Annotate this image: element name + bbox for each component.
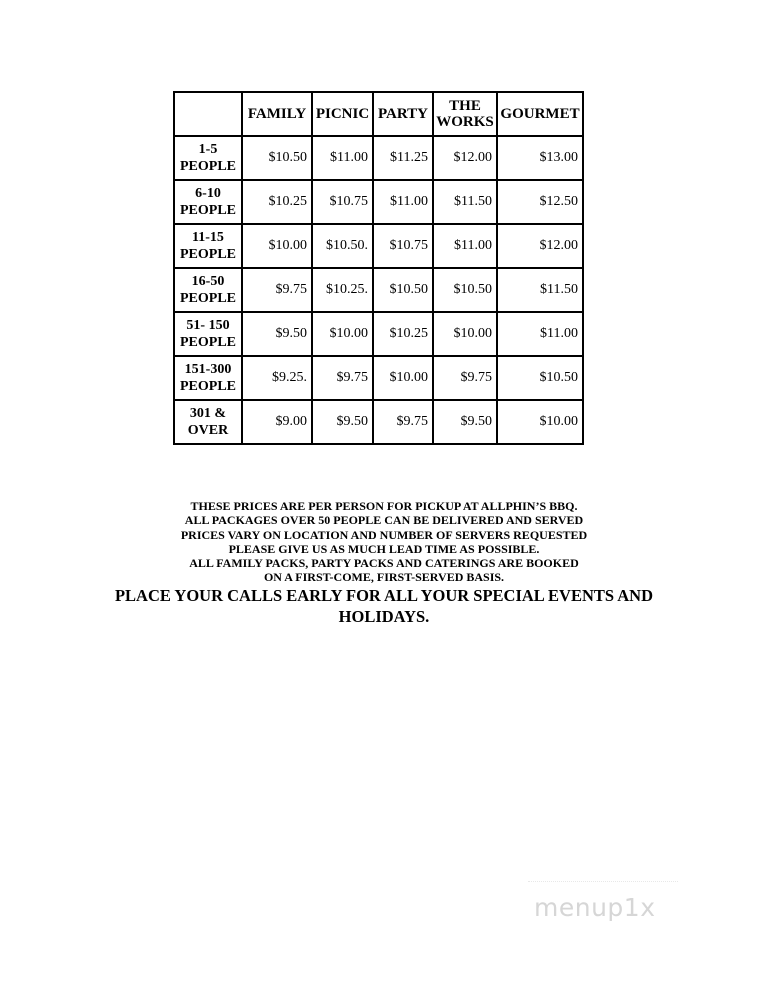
group-size-range: 151-300 — [184, 362, 232, 377]
price-table — [173, 91, 584, 445]
price-cell: $9.50 — [242, 312, 312, 356]
group-size-range: 6-10 — [195, 186, 221, 201]
group-size-range: 1-5 — [198, 142, 218, 157]
price-cell: $12.50 — [497, 180, 583, 224]
price-cell: $10.50 — [242, 136, 312, 180]
row-group-size-label — [174, 356, 242, 400]
header-family: FAMILY — [242, 92, 312, 136]
note-line: PLEASE GIVE US AS MUCH LEAD TIME AS POSSIBLE. — [228, 541, 540, 556]
row-group-size-label — [174, 400, 242, 444]
price-cell: $10.00 — [242, 224, 312, 268]
price-cell: $9.50 — [312, 400, 373, 444]
price-cell: $9.25. — [242, 356, 312, 400]
price-cell: $10.75 — [312, 180, 373, 224]
price-cell: $13.00 — [497, 136, 583, 180]
note-line: THESE PRICES ARE PER PERSON FOR PICKUP AT ALLPHIN’S BBQ. — [190, 499, 578, 513]
group-size-unit: PEOPLE — [179, 159, 236, 174]
table-row — [174, 268, 583, 312]
header-party: PARTY — [373, 92, 433, 136]
group-size-unit: PEOPLE — [179, 247, 236, 262]
group-size-range: 11-15 — [192, 230, 224, 245]
price-cell: $10.25. — [312, 268, 373, 312]
note-line: ALL PACKAGES OVER 50 PEOPLE CAN BE DELIVERED AND SERVED — [184, 513, 584, 528]
price-cell: $10.00 — [497, 400, 583, 444]
note-line: ON A FIRST-COME, FIRST-SERVED BASIS. — [263, 570, 505, 585]
header-corner-cell — [174, 92, 242, 136]
table-row — [174, 180, 583, 224]
price-cell: $10.25 — [373, 312, 433, 356]
table-row — [174, 356, 583, 400]
price-cell: $11.00 — [433, 224, 497, 268]
price-cell: $9.75 — [433, 356, 497, 400]
price-cell: $10.50 — [373, 268, 433, 312]
price-cell: $10.50. — [312, 224, 373, 268]
group-size-unit: PEOPLE — [179, 379, 236, 394]
header-picnic: PICNIC — [312, 92, 373, 136]
table-row — [174, 400, 583, 444]
price-cell: $11.00 — [312, 136, 373, 180]
table-row — [174, 136, 583, 180]
price-cell: $10.00 — [433, 312, 497, 356]
price-cell: $12.00 — [433, 136, 497, 180]
call-early-callout: PLACE YOUR CALLS EARLY FOR ALL YOUR SPECIAL EVENTS AND HOLIDAYS. — [114, 586, 654, 626]
table-row — [174, 312, 583, 356]
note-line: PRICES VARY ON LOCATION AND NUMBER OF SERVERS REQUESTED — [180, 527, 588, 542]
table-row — [174, 224, 583, 268]
price-cell: $10.00 — [373, 356, 433, 400]
group-size-unit: PEOPLE — [179, 203, 236, 218]
header-gourmet: GOURMET — [497, 92, 583, 136]
watermark-divider — [528, 881, 678, 887]
price-cell: $11.25 — [373, 136, 433, 180]
group-size-range: 301 & — [189, 406, 227, 421]
price-cell: $11.50 — [497, 268, 583, 312]
pricing-notes — [0, 499, 768, 585]
note-line: ALL FAMILY PACKS, PARTY PACKS AND CATERINGS ARE BOOKED — [189, 556, 579, 571]
group-size-unit: PEOPLE — [179, 335, 236, 350]
group-size-unit: PEOPLE — [179, 291, 236, 306]
table-header-row — [174, 92, 583, 136]
price-cell: $12.00 — [497, 224, 583, 268]
price-cell: $11.50 — [433, 180, 497, 224]
menupix-watermark-logo: menup1x — [534, 893, 656, 922]
price-cell: $9.75 — [312, 356, 373, 400]
row-group-size-label — [174, 180, 242, 224]
price-cell: $9.75 — [373, 400, 433, 444]
price-cell: $9.75 — [242, 268, 312, 312]
price-cell: $10.75 — [373, 224, 433, 268]
price-cell: $9.50 — [433, 400, 497, 444]
row-group-size-label — [174, 224, 242, 268]
price-cell: $10.50 — [497, 356, 583, 400]
group-size-range: 16-50 — [191, 274, 225, 289]
row-group-size-label — [174, 136, 242, 180]
row-group-size-label — [174, 312, 242, 356]
price-cell: $11.00 — [373, 180, 433, 224]
header-the-works: THE WORKS — [433, 92, 497, 136]
price-cell: $10.25 — [242, 180, 312, 224]
row-group-size-label — [174, 268, 242, 312]
price-cell: $10.50 — [433, 268, 497, 312]
price-cell: $10.00 — [312, 312, 373, 356]
group-size-range: 51- 150 — [186, 318, 230, 333]
group-size-unit: OVER — [187, 423, 229, 438]
price-cell: $11.00 — [497, 312, 583, 356]
price-cell: $9.00 — [242, 400, 312, 444]
